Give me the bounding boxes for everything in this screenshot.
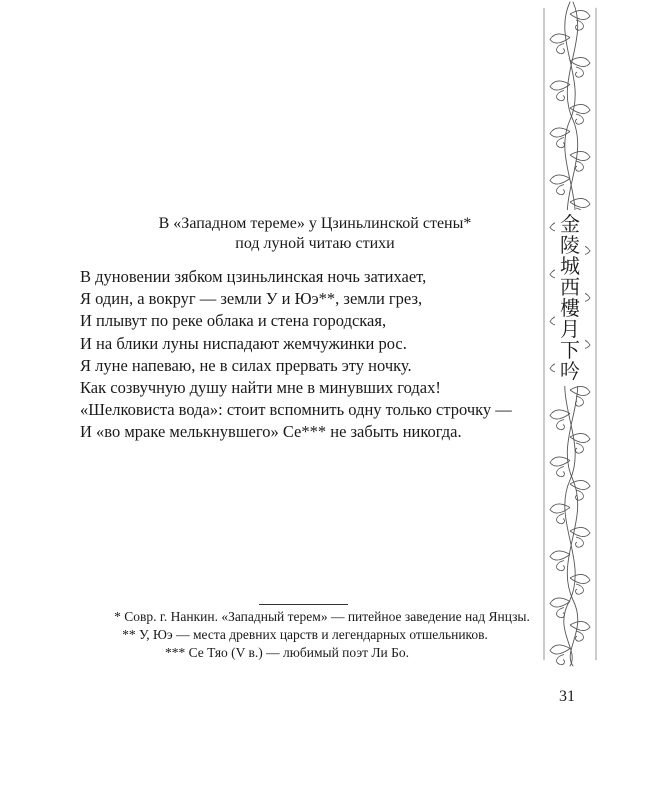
page-number: 31 [559, 688, 575, 705]
title-character: 金 [560, 212, 580, 236]
title-character: 陵 [560, 233, 580, 257]
poem-line: И «во мраке мелькнувшего» Се*** не забыть никогда. [80, 422, 462, 442]
footnote-3: *** Се Тяо (V в.) — любимый поэт Ли Бо. [164, 645, 410, 660]
title-character: 樓 [560, 296, 580, 320]
title-character: 月 [560, 317, 580, 341]
title-character: 下 [560, 338, 580, 362]
title-character: 城 [560, 254, 580, 278]
poem-line: В дуновении зябком цзиньлинская ночь затихает, [80, 267, 427, 286]
poem-line: И на блики луны ниспадают жемчужинки рос. [80, 333, 407, 353]
poem-line: Как созвучную душу найти мне в минувших годах! [80, 378, 441, 398]
title-character: 吟 [560, 359, 580, 383]
footnote-1: * Совр. г. Нанкин. «Западный терем» — питейное заведение над Янцзы. [114, 609, 530, 624]
poem-line: Я один, а вокруг — земли У и Юэ**, земли грез, [80, 289, 423, 309]
poem-line: «Шелковиста вода»: стоит вспомнить одну только строчку — [80, 400, 512, 420]
poem-body [80, 266, 520, 444]
title-character: 西 [560, 275, 580, 299]
poem-title-line-2: под луной читаю стихи [235, 235, 395, 252]
poem-line: Я луне напеваю, не в силах прервать эту ночку. [80, 355, 412, 375]
poem-line: И плывут по реке облака и стена городская, [80, 311, 387, 331]
poem-title-line-1: В «Западном тереме» у Цзиньлинской стены* [158, 215, 472, 232]
footnote-divider [259, 604, 348, 605]
chinese-vertical-title [555, 210, 585, 386]
footnote-2: ** У, Юэ — места древних царств и легендарных отшельников. [122, 627, 488, 642]
